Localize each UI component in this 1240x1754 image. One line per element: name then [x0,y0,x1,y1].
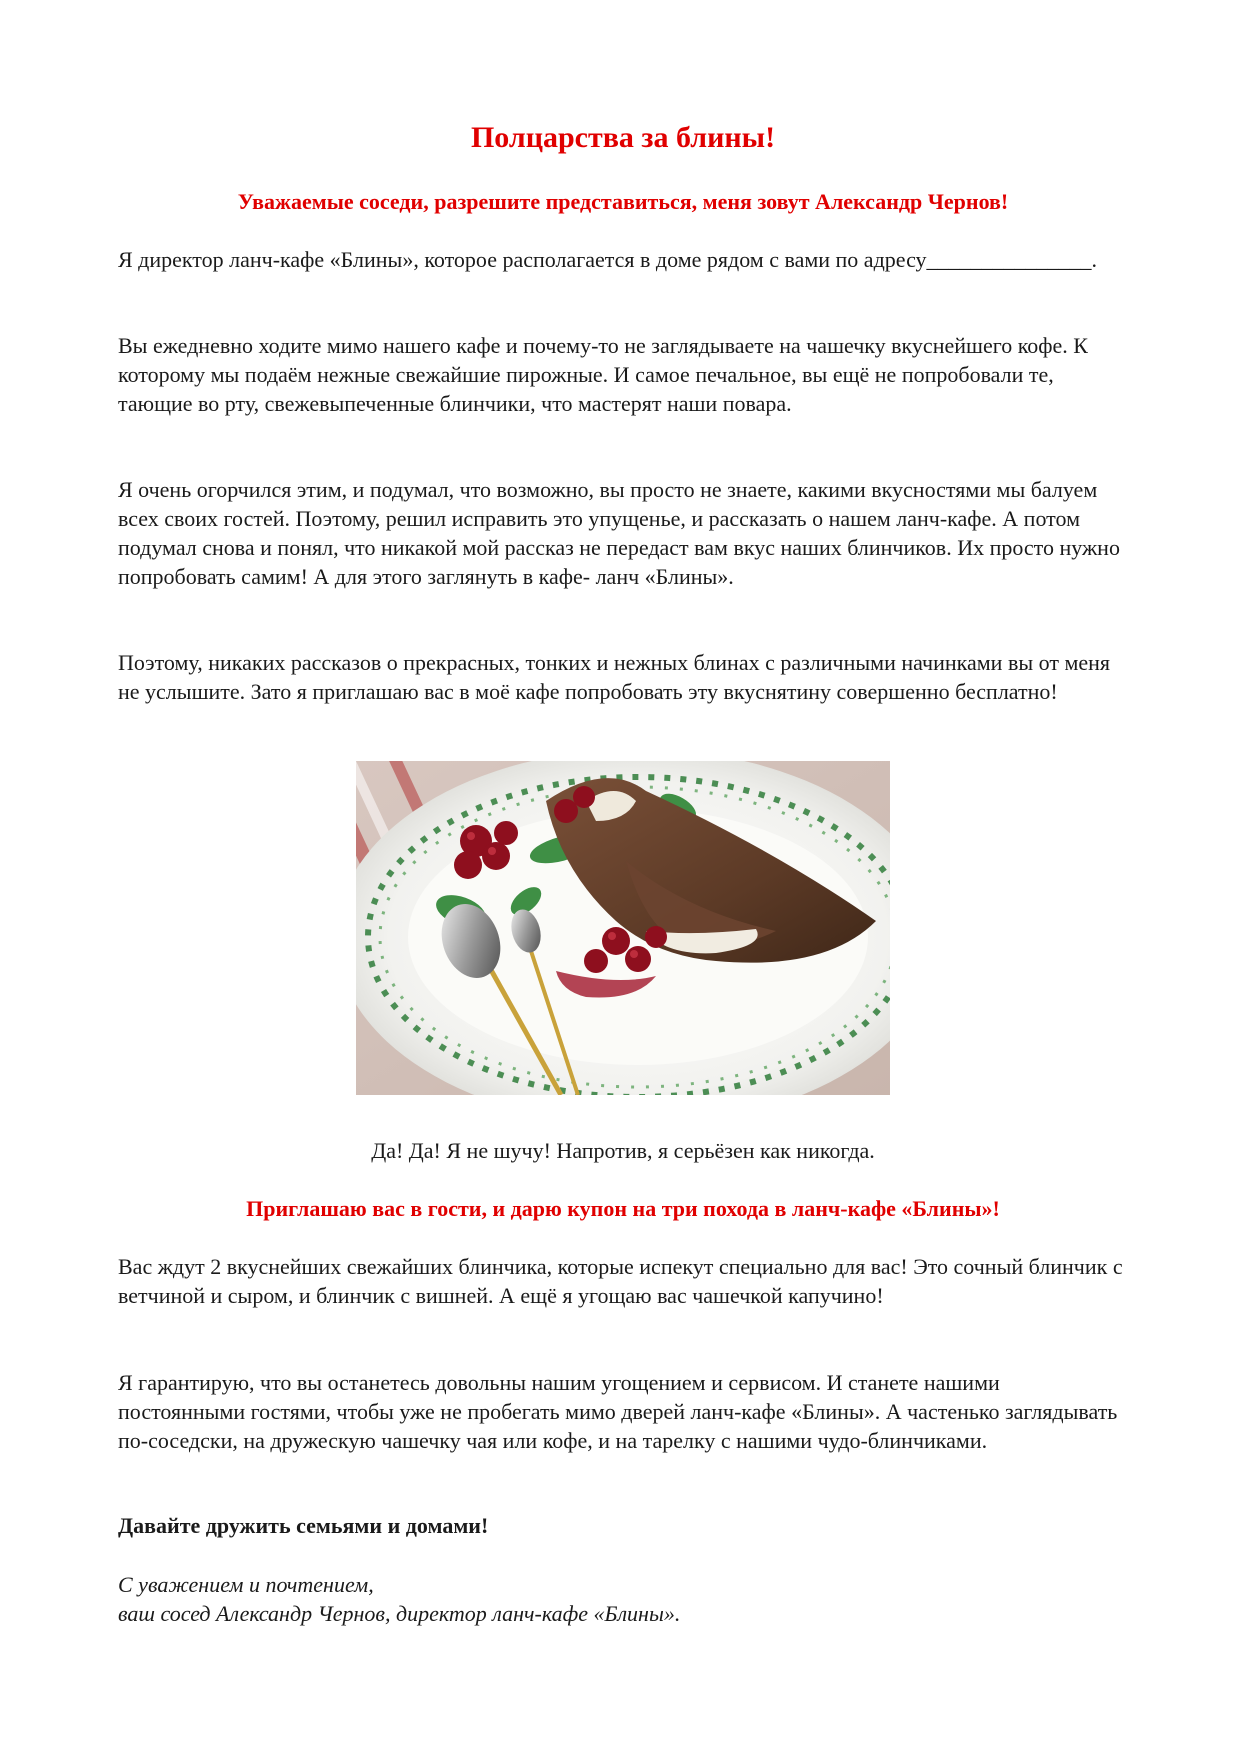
coupon-invite-heading: Приглашаю вас в гости, и дарю купон на три похода в ланч-кафе «Блины»! [246,1196,1000,1221]
paragraph-intro: Я директор ланч-кафе «Блины», которое располагается в доме рядом с вами по адресу_______________. [118,247,1098,272]
paragraph-guarantee: Я гарантирую, что вы останетесь довольны нашим угощением и сервисом. И станете нашими постоянными гостями, чтобы уже не пробегать мимо дверей ланч-кафе «Блины». А частенько заглядывать по-соседски, на дружескую чашечку чая или кофе, и на тарелку с нашими чудо-блинчиками. [118,1370,1118,1453]
signature-block [118,1570,1128,1628]
closing-slogan: Давайте дружить семьями и домами! [118,1513,489,1538]
pancakes-plate-illustration [356,761,890,1095]
paragraph-cafe: Вы ежедневно ходите мимо нашего кафе и почему-то не заглядываете на чашечку вкуснейшего кофе. К которому мы подаём нежные свежайшие пирожные. И самое печальное, вы ещё не попробовали те, тающие во рту, свежевыпеченные блинчики, что мастерят наши повара. [118,333,1088,416]
paragraph-regret: Я очень огорчился этим, и подумал, что возможно, вы просто не знаете, какими вкусностями мы балуем всех своих гостей. Поэтому, решил исправить это упущенье, и рассказать о нашем ланч-кафе. А потом подумал снова и понял, что никакой мой рассказ не передаст вам вкус наших блинчиков. Их просто нужно попробовать самим! А для этого заглянуть в кафе- ланч «Блины». [118,477,1120,589]
greeting-subtitle: Уважаемые соседи, разрешите представиться, меня зовут Александр Чернов! [237,189,1009,214]
pancakes-photo [356,761,890,1095]
document-title: Полцарства за блины! [470,121,776,154]
signature-line-2: ваш сосед Александр Чернов, директор ланч-кафе «Блины». [118,1601,681,1626]
paragraph-invitation: Поэтому, никаких рассказов о прекрасных, тонких и нежных блинах с различными начинками вы от меня не услышите. Зато я приглашаю вас в моё кафе попробовать эту вкуснятину совершенно бесплатно! [118,650,1111,704]
paragraph-offer: Вас ждут 2 вкуснейших свежайших блинчика, которые испекут специально для вас! Это сочный блинчик с ветчиной и сыром, и блинчик с вишней. А ещё я угощаю вас чашечкой капучино! [118,1254,1123,1308]
signature-line-1: С уважением и почтением, [118,1572,374,1597]
photo-caption: Да! Да! Я не шучу! Напротив, я серьёзен как никогда. [371,1138,875,1163]
